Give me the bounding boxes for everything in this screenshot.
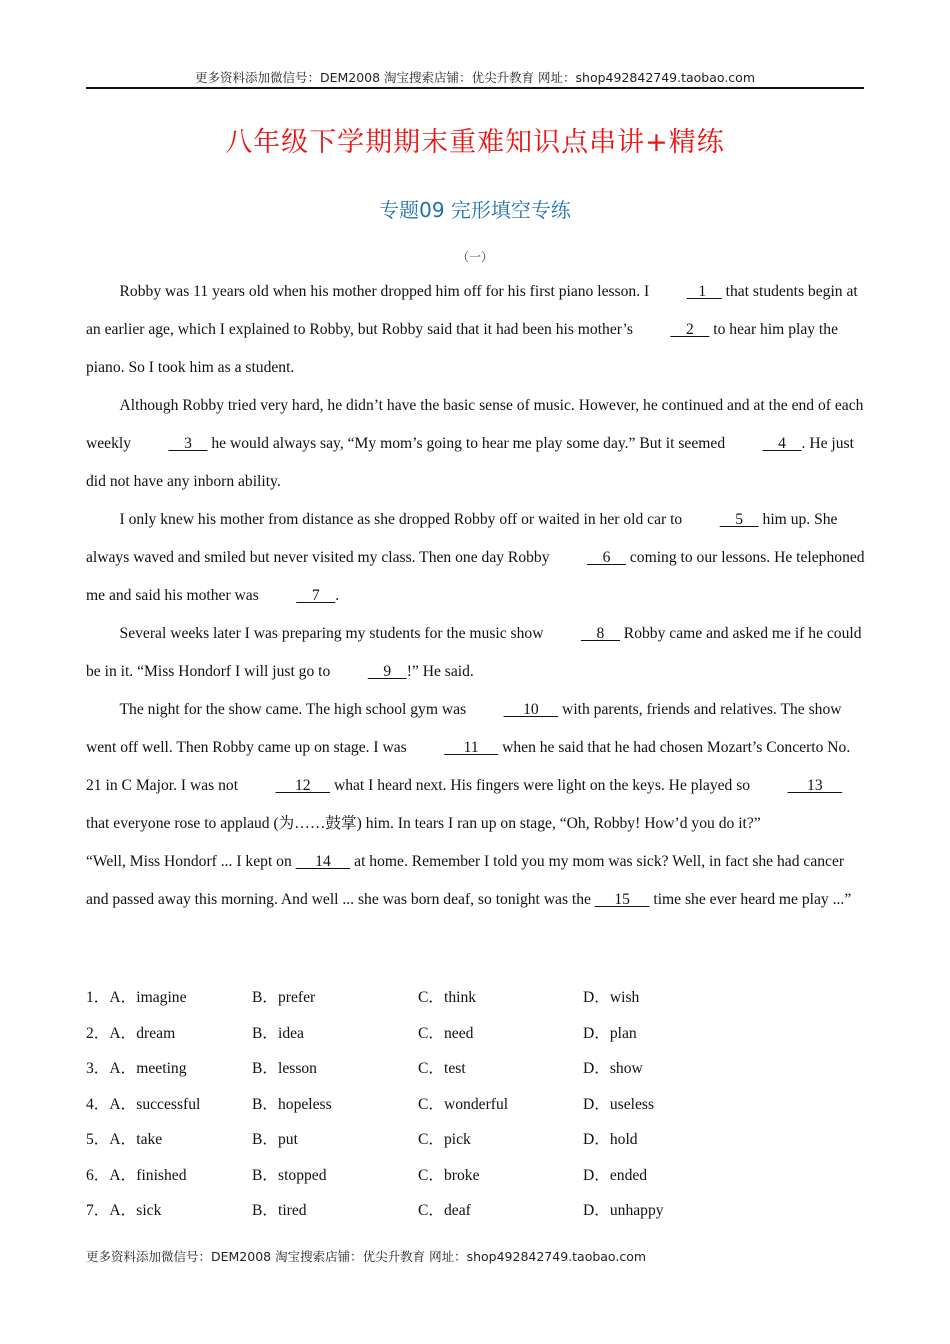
part-marker: （一） bbox=[456, 250, 493, 264]
blank-3: 3 bbox=[168, 435, 208, 452]
option-d: D．ended bbox=[583, 1166, 648, 1184]
question-row-4 bbox=[86, 1087, 866, 1123]
text: I only knew his mother from distance as she dropped Robby off or waited in her old car to bbox=[119, 511, 687, 528]
blank-7: 7 bbox=[296, 587, 336, 604]
option-b: B．tired bbox=[252, 1202, 307, 1219]
question-row-1 bbox=[86, 980, 866, 1016]
blank-14: 14 bbox=[295, 853, 351, 870]
option-d: D．useless bbox=[583, 1095, 655, 1113]
text: with parents, friends and relatives. The show went off well. Then Robby came up on stage. I was bbox=[86, 701, 842, 756]
text: when he said that he had chosen Mozart’s Concerto No. 21 in C Major. I was not bbox=[86, 739, 851, 794]
option-c: C．broke bbox=[418, 1166, 480, 1184]
question-number: 7． bbox=[86, 1202, 110, 1219]
blank-11: 11 bbox=[444, 739, 499, 756]
question-number: 1． bbox=[86, 989, 110, 1006]
blank-13: 13 bbox=[787, 777, 843, 794]
option-a bbox=[86, 1087, 200, 1123]
paragraph-4 bbox=[86, 615, 866, 691]
option-a-text: A．imagine bbox=[109, 989, 187, 1006]
option-a bbox=[86, 1051, 187, 1087]
blank-6: 6 bbox=[586, 549, 626, 566]
option-a-text: A．meeting bbox=[109, 1060, 187, 1077]
option-d: D．show bbox=[583, 1060, 643, 1077]
paragraph-1 bbox=[86, 273, 866, 387]
text: what I heard next. His fingers were light on the keys. He played so bbox=[330, 777, 754, 794]
option-d: D．hold bbox=[583, 1131, 638, 1148]
text: “Well, Miss Hondorf ... I kept on bbox=[86, 853, 296, 870]
option-a bbox=[86, 1158, 187, 1194]
text: to hear him play the piano. So I took him as a student. bbox=[86, 321, 838, 376]
text: !” He said. bbox=[406, 663, 474, 680]
paragraph-6 bbox=[86, 843, 866, 919]
text: him up. She always waved and smiled but never visited my class. Then one day Robby bbox=[86, 511, 838, 566]
option-c: C．test bbox=[418, 1060, 466, 1077]
question-number: 4． bbox=[86, 1095, 110, 1113]
blank-9: 9 bbox=[367, 663, 407, 680]
text: that students begin at an earlier age, which I explained to Robby, but Robby said that it had been his mother’s bbox=[86, 283, 858, 338]
option-b: B．stopped bbox=[252, 1166, 327, 1184]
option-d: D．unhappy bbox=[583, 1202, 664, 1219]
option-a bbox=[86, 1122, 162, 1158]
text: Robby came and asked me if he could be in it. “Miss Hondorf I will just go to bbox=[86, 625, 862, 680]
cloze-passage bbox=[86, 273, 866, 919]
paragraph-3 bbox=[86, 501, 866, 615]
page-footer: 更多资料添加微信号：DEM2008 淘宝搜索店铺：优尖升教育 网址：shop492842749.taobao.com bbox=[86, 1249, 647, 1264]
text: Robby was 11 years old when his mother dropped him off for his first piano lesson. I bbox=[119, 283, 654, 300]
question-row-3 bbox=[86, 1051, 866, 1087]
blank-8: 8 bbox=[580, 625, 620, 642]
option-c: C．deaf bbox=[418, 1202, 471, 1219]
option-b: B．lesson bbox=[252, 1060, 317, 1077]
blank-12: 12 bbox=[275, 777, 331, 794]
option-a-text: A．dream bbox=[109, 1024, 176, 1042]
text: Several weeks later I was preparing my students for the music show bbox=[119, 625, 548, 642]
text: . bbox=[335, 587, 340, 604]
page-title: 八年级下学期期末重难知识点串讲+精练 bbox=[225, 127, 725, 158]
text: that everyone rose to applaud (为……鼓掌) him. In tears I ran up on stage, “Oh, Robby! How’d you do it?” bbox=[86, 815, 761, 832]
text: Although Robby tried very hard, he didn’t have the basic sense of music. However, he continued and at the end of each weekly bbox=[86, 397, 864, 452]
question-number: 5． bbox=[86, 1131, 110, 1148]
option-b: B．prefer bbox=[252, 989, 316, 1006]
question-row-6 bbox=[86, 1158, 866, 1194]
blank-15: 15 bbox=[594, 891, 650, 908]
text: at home. Remember I told you my mom was sick? Well, in fact she had cancer and passed away this morning. And well ... she was born deaf, so tonight was the bbox=[86, 853, 845, 908]
blank-5: 5 bbox=[719, 511, 759, 528]
text: coming to our lessons. He telephoned me and said his mother was bbox=[86, 549, 865, 604]
option-a bbox=[86, 980, 187, 1016]
option-d: D．wish bbox=[583, 989, 640, 1006]
blank-1: 1 bbox=[686, 283, 722, 300]
header-divider bbox=[86, 87, 864, 89]
option-c: C．need bbox=[418, 1024, 474, 1042]
text: he would always say, “My mom’s going to hear me play some day.” But it seemed bbox=[207, 435, 730, 452]
question-number: 6． bbox=[86, 1166, 110, 1184]
blank-10: 10 bbox=[503, 701, 559, 718]
page-header: 更多资料添加微信号：DEM2008 淘宝搜索店铺：优尖升教育 网址：shop492842749.taobao.com bbox=[194, 70, 756, 85]
blank-4: 4 bbox=[762, 435, 802, 452]
answer-options bbox=[86, 980, 866, 1229]
paragraph-2 bbox=[86, 387, 866, 501]
option-a bbox=[86, 1016, 175, 1052]
blank-2: 2 bbox=[670, 321, 710, 338]
section-title: 专题09 完形填空专练 bbox=[379, 198, 571, 222]
option-c: C．wonderful bbox=[418, 1095, 509, 1113]
option-c: C．think bbox=[418, 989, 477, 1006]
option-a-text: A．take bbox=[109, 1131, 163, 1148]
text: . He just did not have any inborn ability. bbox=[86, 435, 854, 490]
question-row-2 bbox=[86, 1016, 866, 1052]
question-number: 3． bbox=[86, 1060, 110, 1077]
option-a-text: A．sick bbox=[109, 1202, 162, 1219]
paragraph-5 bbox=[86, 691, 866, 843]
option-c: C．pick bbox=[418, 1131, 471, 1148]
text: time she ever heard me play ...” bbox=[649, 891, 852, 908]
question-row-5 bbox=[86, 1122, 866, 1158]
option-a-text: A．finished bbox=[109, 1166, 187, 1184]
option-a bbox=[86, 1193, 161, 1229]
text: The night for the show came. The high school gym was bbox=[119, 701, 471, 718]
question-number: 2． bbox=[86, 1024, 110, 1042]
question-row-7 bbox=[86, 1193, 866, 1229]
option-b: B．put bbox=[252, 1131, 298, 1148]
option-b: B．idea bbox=[252, 1024, 304, 1042]
option-a-text: A．successful bbox=[109, 1095, 201, 1113]
option-b: B．hopeless bbox=[252, 1095, 332, 1113]
option-d: D．plan bbox=[583, 1024, 637, 1042]
